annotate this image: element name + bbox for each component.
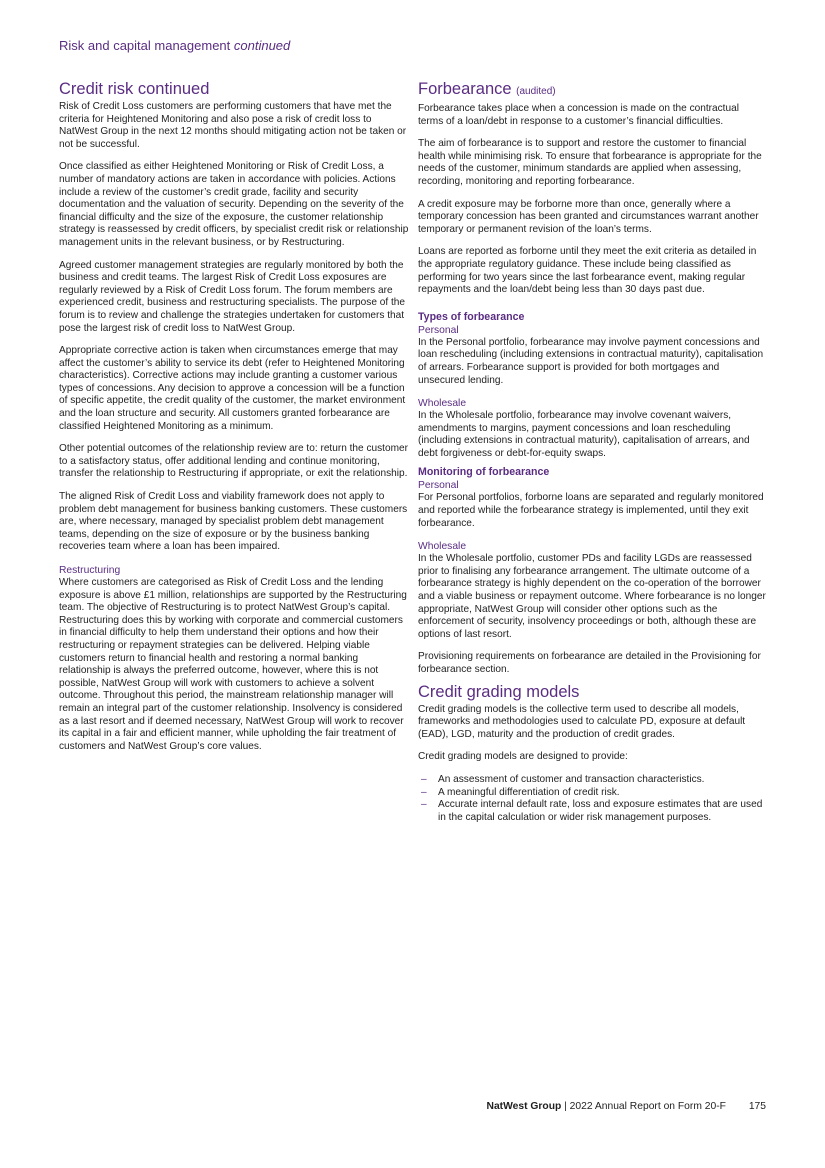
paragraph: Provisioning requirements on forbearance are detailed in the Provisioning for forbearance section. [418, 651, 761, 675]
page-number: 175 [748, 1101, 766, 1112]
paragraph: A credit exposure may be forborne more than once, generally where a temporary concession has been granted and circumstances warrant another temporary or permanent revision of the loan’s terms. [418, 198, 759, 235]
credit-risk-heading: Credit risk continued [59, 80, 210, 98]
grading-purpose-list [418, 774, 766, 824]
left-column [59, 80, 409, 763]
monitoring-personal-subheading: Personal [418, 480, 459, 492]
forbearance-heading-text: Forbearance [418, 80, 512, 98]
running-header-title: Risk and capital management [59, 38, 231, 53]
forbearance-heading [418, 80, 766, 101]
footer-report-title: | 2022 Annual Report on Form 20-F [561, 1101, 726, 1112]
paragraph: Agreed customer management strategies are regularly monitored by both the business and credit teams. The largest Risk of Credit Loss exposures are regularly reviewed by a Risk of Credit Loss forum. The forum members are experienced credit, business and restructuring specialists. The purpose of the forum is to review and challenge the strategies undertaken for customers that pose the largest risk of credit loss to NatWest Group. [59, 259, 405, 334]
paragraph: Credit grading models is the collective term used to describe all models, frameworks and methodologies used to calculate PD, exposure at default (EAD), LGD, maturity and the production of credit grades. [418, 703, 746, 740]
running-header-continued: continued [233, 38, 291, 53]
list-item: – A meaningful differentiation of credit risk. [418, 787, 766, 800]
list-item: – An assessment of customer and transaction characteristics. [418, 774, 766, 787]
page-footer [0, 1101, 766, 1112]
monitoring-wholesale-subheading: Wholesale [418, 541, 467, 553]
paragraph: Credit grading models are designed to provide: [418, 751, 628, 763]
audited-tag: (audited) [516, 86, 556, 97]
paragraph: Other potential outcomes of the relationship review are to: return the customer to a satisfactory status, offer additional lending and continue monitoring, transfer the relationship to Restructuring if appropriate, or exit the relationship. [59, 443, 408, 480]
footer-brand: NatWest Group [486, 1101, 562, 1112]
paragraph: In the Wholesale portfolio, customer PDs and facility LGDs are reassessed prior to finalising any forbearance arrangement. The ultimate outcome of a forbearance strategy is highly dependent on the co-operation of the borrower and a viable business or repayment outcome. Where forbearance is no longer appropriate, NatWest Group will consider other options such as the enforcement of security, insolvency proceedings or both, although these are options of last resort. [418, 553, 766, 640]
paragraph: Appropriate corrective action is taken when circumstances emerge that may affect the customer’s ability to service its debt (refer to Heightened Monitoring characteristics). Corrective actions may include granting a customer various types of concessions. Any decision to approve a concession will be a function of specific appetite, the credit quality of the customer, the market environment and the loan structure and security. All customers granted forbearance are classified Heightened Monitoring as a minimum. [59, 345, 406, 432]
paragraph: Once classified as either Heightened Monitoring or Risk of Credit Loss, a number of mandatory actions are taken in accordance with policies. Actions include a review of the customer’s credit grade, facility and security documentation and the valuation of security. Depending on the severity of the financial difficulty and the size of the exposure, the customer relationship strategy is reassessed by credit officers, by specialist credit risk or relationship management units in the relevant business, or by Restructuring. [59, 161, 409, 248]
paragraph: Loans are reported as forborne until they meet the exit criteria as detailed in the appropriate regulatory guidance. These include being classified as performing for two years since the last forbearance event, making regular repayments and the loan/debt being less than 30 days past due. [418, 246, 757, 296]
restructuring-paragraph: Where customers are categorised as Risk of Credit Loss and the lending exposure is above £1 million, relationships are supported by the Restructuring team. The objective of Restructuring is to protect NatWest Group’s capital. Restructuring does this by working with corporate and commercial customers in financial difficulty to help them understand their options and how their restructuring or repayment strategies can be delivered. Helping viable customers return to financial health and restoring a normal banking relationship is always the preferred outcome, however, where this is not possible, NatWest Group will work with customers to achieve a solvent outcome. Throughout this period, the mainstream relationship manager will remain an integral part of the customer relationship. Insolvency is considered as a last resort and if deemed necessary, NatWest Group will work to recover its capital in a fair and efficient manner, while upholding the fair treatment of customers and NatWest Group’s core values. [59, 577, 407, 752]
paragraph: The aim of forbearance is to support and restore the customer to financial health while minimising risk. To ensure that forbearance is appropriate for the needs of the customer, minimum standards are applied when assessing, recording, monitoring and reporting forbearance. [418, 138, 762, 187]
monitoring-of-forbearance-heading: Monitoring of forbearance [418, 466, 550, 479]
paragraph: In the Personal portfolio, forbearance may involve payment concessions and loan rescheduling (including extensions in contractual maturity), capitalisation of arrears. Forbearance support is provided for both mortgages and unsecured lending. [418, 336, 764, 386]
running-header [59, 38, 290, 53]
restructuring-heading: Restructuring [59, 565, 121, 576]
credit-grading-models-heading: Credit grading models [418, 682, 580, 701]
right-column [418, 80, 766, 824]
paragraph: For Personal portfolios, forborne loans are separated and regularly monitored and reported while the forbearance strategy is implemented, until they exit forbearance. [418, 492, 764, 529]
paragraph: Forbearance takes place when a concession is made on the contractual terms of a loan/debt in response to a customer’s financial difficulties. [418, 103, 739, 127]
types-of-forbearance-heading: Types of forbearance [418, 310, 525, 323]
list-item: – Accurate internal default rate, loss and exposure estimates that are used in the capital calculation or wider risk management purposes. [418, 799, 766, 824]
types-wholesale-subheading: Wholesale [418, 398, 467, 410]
types-personal-subheading: Personal [418, 324, 459, 336]
paragraph: In the Wholesale portfolio, forbearance may involve covenant waivers, amendments to margins, payment concessions and loan rescheduling (including extensions in contractual maturity), capitalisation of arrears, and debt forgiveness or debt-for-equity swaps. [418, 410, 750, 459]
paragraph: The aligned Risk of Credit Loss and viability framework does not apply to problem debt management for business banking customers. These customers are, where necessary, managed by specialist problem debt management teams, depending on the size of exposure or by the business banking recoveries team where a loan has been impaired. [59, 491, 408, 553]
paragraph: Risk of Credit Loss customers are performing customers that have met the criteria for Heightened Monitoring and also pose a risk of credit loss to NatWest Group in the next 12 months should mitigating action not be taken or not be successful. [59, 101, 407, 150]
